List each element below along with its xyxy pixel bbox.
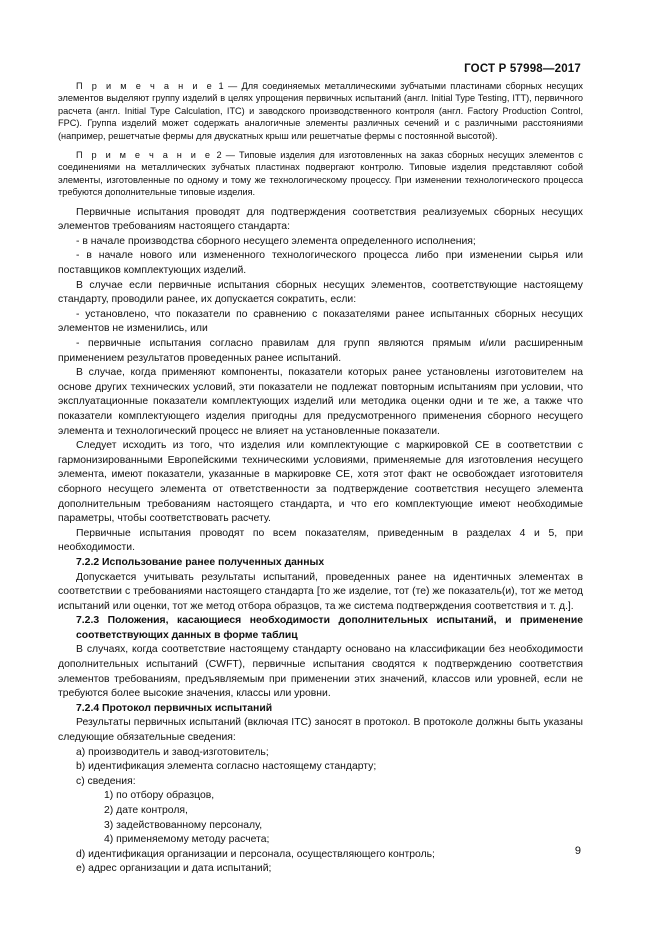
list-item: e) адрес организации и дата испытаний; — [76, 863, 272, 875]
paragraph: - первичные испытания согласно правилам для групп являются прямым и/или расширенным применением результатов проведенных ранее испытаний. — [58, 338, 583, 364]
sub-list-item: 4) применяемому методу расчета; — [104, 834, 270, 846]
section-heading: 7.2.3 Положения, касающиеся необходимости дополнительных испытаний, и применение соответствующих данных в форме таблиц — [76, 615, 583, 641]
page-number: 9 — [574, 845, 581, 857]
paragraph: - установлено, что показатели по сравнению с показателями ранее испытанных сборных несущих элементов не изменились, или — [58, 308, 583, 335]
list-item: a) производитель и завод-изготовитель; — [76, 746, 269, 758]
list-item: b) идентификация элемента согласно настоящему стандарту; — [76, 761, 377, 773]
sub-list-item: 3) задействованному персоналу, — [104, 819, 263, 831]
note-text: 2 — Типовые изделия для изготовленных на заказ сборных несущих элементов с соединениями на металлических зубчатых пластинах подвергают контролю. Типовые изделия представляют собой элементы, изготовленные по одному и тому же технологическому процессу. При изменении технологического процесса требуются дополнительные типовые изделия. — [58, 150, 583, 198]
section-heading: 7.2.4 Протокол первичных испытаний — [76, 702, 273, 714]
note-label: П р и м е ч а н и е — [76, 81, 215, 91]
section-heading: 7.2.2 Использование ранее полученных данных — [76, 556, 325, 568]
paragraph: Следует исходить из того, что изделия или комплектующие с маркировкой СЕ в соответствии с гармонизированными Европейскими техническими условиями, применяемые для изготовления несущего элемента, имеют показатели, указанные в маркировке СЕ, хотя этот факт не освобождает изготовителя сборного несущего элемента от ответственности за подтверждение соответствия несущего элемента дополнительным требованиям настоящего стандарта, и что его комплектующие имеют необходимые параметры, чтобы соответствовать расчету. — [58, 440, 583, 525]
document-body — [58, 80, 583, 877]
paragraph: В случае если первичные испытания сборных несущих элементов, соответствующие настоящему стандарту, проводили ранее, их допускается сократить, если: — [58, 279, 583, 306]
note-text: 1 — Для соединяемых металлическими зубчатыми пластинами сборных несущих элементов выделяют группу изделий в целях упрощения первичных испытаний (англ. Initial Type Testing, ITT), первичного расчета (англ. Initial Type Calculation, ITC) и заводского производственного контроля (англ. Factory Production Control, FPC). Группа изделий может содержать аналогичные элементы различных сечений и с различными расстояниями (например, решетчатые фермы для двускатных крыш или решетчатые фермы с постоянной высотой). — [58, 81, 583, 141]
sub-list-item: 2) дате контроля, — [104, 805, 188, 816]
note-1 — [58, 80, 583, 142]
paragraph: В случае, когда применяют компоненты, показатели которых ранее установлены изготовителем на основе других технических условий, эти показатели не подлежат повторным испытаниям при условии, что эксплуатационные показатели комплектующих изделий или методика оценки одни и те же, а также что показатели комплектующего изделия пригодны для предусмотренного применения сборного несущего элемента и технологический процесс не влияет на установленные показатели. — [58, 367, 583, 437]
paragraph: В случаях, когда соответствие настоящему стандарту основано на классификации без необходимости дополнительных испытаний (CWFT), первичные испытания сводятся к подтверждению соответствия элементов требованиям, предъявляемым при применении этих значений, классов или уровней, если не требуются более высокие значения, классы или уровни. — [58, 644, 583, 700]
document-number: ГОСТ Р 57998—2017 — [464, 63, 581, 75]
list-item: d) идентификация организации и персонала, осуществляющего контроль; — [76, 848, 435, 860]
sub-list-item: 1) по отбору образцов, — [104, 790, 215, 802]
paragraph: - в начале нового или измененного технологического процесса либо при изменении сырья или поставщиков комплектующих изделий. — [58, 250, 583, 277]
note-2 — [58, 149, 583, 199]
paragraph: - в начале производства сборного несущего элемента определенного исполнения; — [76, 235, 476, 247]
paragraph: Первичные испытания проводят по всем показателям, приведенным в разделах 4 и 5, при необходимости. — [58, 527, 583, 554]
paragraph: Результаты первичных испытаний (включая ITC) заносят в протокол. В протоколе должны быть указаны следующие обязательные сведения: — [58, 717, 583, 744]
paragraph: Первичные испытания проводят для подтверждения соответствия реализуемых сборных несущих элементов требованиям настоящего стандарта: — [58, 206, 583, 233]
list-item: c) сведения: — [76, 775, 136, 787]
body-text — [58, 206, 583, 877]
note-label: П р и м е ч а н и е — [76, 150, 213, 161]
paragraph: Допускается учитывать результаты испытаний, проведенных ранее на идентичных элементах в соответствии с требованиями настоящего стандарта [то же изделие, тот (те) же показатель(и), тот же метод испытаний или оценки, тот же метод отбора образцов, та же система подтверждения соответствия и т. д.]. — [58, 571, 583, 612]
